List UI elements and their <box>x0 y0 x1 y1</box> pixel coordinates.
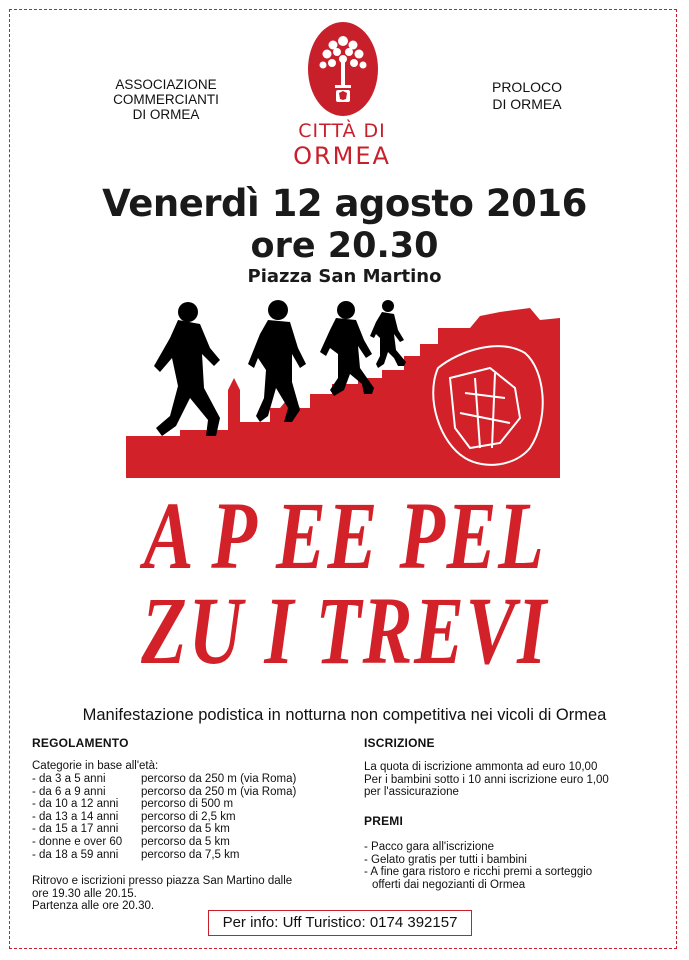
category-row <box>32 798 296 811</box>
category-route: percorso da 250 m (via Roma) <box>141 773 297 785</box>
category-route: percorso di 500 m <box>141 798 234 811</box>
premi-heading: PREMI <box>364 814 404 828</box>
event-time: ore 20.30 <box>250 226 439 266</box>
category-age: - da 6 a 9 anni <box>32 785 106 798</box>
event-place: Piazza San Martino <box>247 266 442 287</box>
association-label <box>86 77 246 122</box>
title-line-2: ZU I TREVI <box>141 577 548 684</box>
category-age: - da 10 a 12 anni <box>32 798 119 811</box>
logo-line-2: ORMEA <box>293 142 391 170</box>
category-row <box>32 773 296 786</box>
category-age: - da 3 a 5 anni <box>32 773 106 785</box>
prize-item: - Pacco gara all'iscrizione <box>364 841 495 853</box>
category-route: percorso da 5 km <box>141 835 230 848</box>
iscrizione-text <box>364 761 664 799</box>
category-route: percorso da 7,5 km <box>141 848 240 861</box>
category-row <box>32 836 296 849</box>
iscrizione-heading: ISCRIZIONE <box>364 736 435 750</box>
prize-item: - Gelato gratis per tutti i bambini <box>364 853 527 866</box>
category-route: percorso da 250 m (via Roma) <box>141 785 297 798</box>
category-route: percorso di 2,5 km <box>141 810 236 823</box>
category-age: - da 18 a 59 anni <box>32 848 119 861</box>
proloco-line: PROLOCO <box>491 79 562 95</box>
runners-illustration <box>120 298 560 478</box>
iscrizione-line: Per i bambini sotto i 10 anni iscrizione euro 1,00 <box>364 773 609 786</box>
prize-item: - A fine gara ristoro e ricchi premi a sorteggio <box>364 866 593 879</box>
categories-table <box>32 773 296 861</box>
prize-item: offerti dai negozianti di Ormea <box>372 878 526 891</box>
association-line: DI ORMEA <box>132 107 200 122</box>
title-line-1: A P EE PEL <box>143 482 546 589</box>
association-line: COMMERCIANTI <box>113 92 219 107</box>
iscrizione-line: per l'assicurazione <box>364 786 459 799</box>
city-emblem-logo <box>305 21 381 121</box>
category-age: - donne e over 60 <box>32 835 123 848</box>
meeting-line: Partenza alle ore 20.30. <box>32 900 155 913</box>
event-description: Manifestazione podistica in notturna non competitiva nei vicoli di Ormea <box>82 706 607 724</box>
meeting-info <box>32 875 342 913</box>
regolamento-heading: REGOLAMENTO <box>32 736 129 750</box>
category-age: - da 15 a 17 anni <box>32 823 119 836</box>
category-row <box>32 849 296 862</box>
city-logo-text <box>262 120 422 170</box>
association-line: ASSOCIAZIONE <box>115 77 217 92</box>
meeting-line: ore 19.30 alle 20.15. <box>32 887 137 900</box>
category-row <box>32 786 296 799</box>
categories-intro: Categorie in base all'età: <box>32 760 159 772</box>
category-row <box>32 811 296 824</box>
contact-info-box: Per info: Uff Turistico: 0174 392157 <box>208 910 472 936</box>
iscrizione-line: La quota di iscrizione ammonta ad euro 10,00 <box>364 761 598 773</box>
logo-line-1: CITTÀ DI <box>298 120 386 142</box>
category-row <box>32 823 296 836</box>
event-date: Venerdì 12 agosto 2016 <box>102 182 587 225</box>
category-route: percorso da 5 km <box>141 823 230 836</box>
category-age: - da 13 a 14 anni <box>32 810 119 823</box>
meeting-line: Ritrovo e iscrizioni presso piazza San Martino dalle <box>32 875 293 887</box>
prizes-list <box>364 841 664 891</box>
proloco-line: DI ORMEA <box>492 96 562 112</box>
proloco-label <box>462 79 592 113</box>
